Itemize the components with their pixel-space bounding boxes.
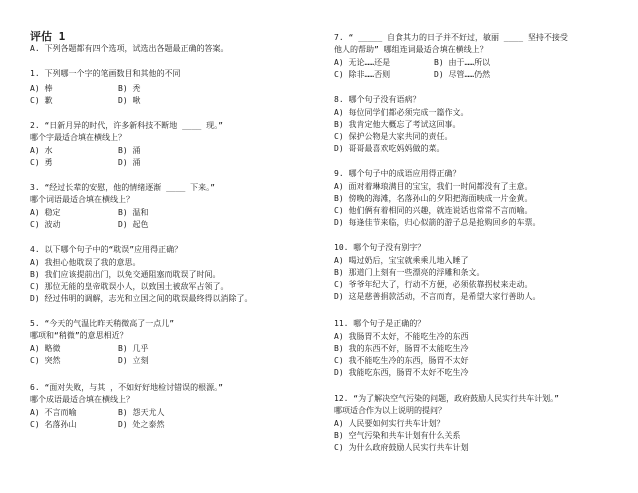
question-7-option-c[interactable]: C) 除非……否则: [334, 70, 391, 79]
page-title: 评估 1: [30, 30, 66, 43]
question-2-option-a[interactable]: A) 水: [30, 146, 53, 155]
question-6-option-a[interactable]: A) 不言而喻: [30, 408, 77, 417]
question-11-option-b[interactable]: B) 我的东西不好，肠胃不太能吃生冷: [334, 344, 469, 353]
question-7-option-a[interactable]: A) 无论……还是: [334, 58, 391, 67]
question-6-prompt: 哪个成语最适合填在横线上？: [30, 395, 134, 404]
question-8-option-a[interactable]: A) 每位同学们都必须完成一篇作文。: [334, 108, 469, 117]
question-3-prompt: 哪个词语最适合填在横线上？: [30, 195, 134, 204]
question-9-option-a[interactable]: A) 面对着琳琅满目的宝宝，我们一时间都没有了主意。: [334, 182, 533, 191]
question-3-option-d[interactable]: D) 起色: [118, 220, 149, 229]
question-6-option-d[interactable]: D) 处之泰然: [118, 420, 165, 429]
question-5-stem: 5. “今天的气温比昨天稍微高了一点儿”: [30, 319, 175, 328]
question-1-stem: 1. 下列哪一个字的笔画数目和其他的不同: [30, 69, 181, 78]
question-7-stem: 7. “ _____ 自食其力的日子并不好过，敏丽 ____ 坚持不接受: [334, 33, 568, 42]
question-3-option-a[interactable]: A) 稳定: [30, 208, 61, 217]
question-11-option-c[interactable]: C) 我不能吃生冷的东西，肠胃不太好: [334, 356, 469, 365]
question-8-option-d[interactable]: D) 哥哥最喜欢吃妈妈做的菜。: [334, 144, 445, 153]
question-12-option-b[interactable]: B) 空气污染和共车计划有什么关系: [334, 431, 461, 440]
question-10-option-d[interactable]: D) 这是慈善捐款活动，不言而育，是希望大家行善助人。: [334, 292, 541, 301]
question-6-stem: 6. “面对失败，与其 ，不如好好地检讨错误的根源。”: [30, 383, 223, 392]
question-3-option-c[interactable]: C) 波动: [30, 220, 61, 229]
question-5-option-b[interactable]: B) 几乎: [118, 344, 149, 353]
question-12-stem: 12. “为了解决空气污染的问题，政府鼓励人民实行共车计划。”: [334, 394, 559, 403]
question-12-prompt: 哪项适合作为以上说明的提问？: [334, 406, 446, 415]
question-4-option-c[interactable]: C) 那位无能的皇帝耽误小人，以致国土被敌军占领了。: [30, 282, 229, 291]
question-10-option-a[interactable]: A) 喝过奶后，宝宝就乘乘儿地入睡了: [334, 256, 469, 265]
question-6-option-c[interactable]: C) 名落孙山: [30, 420, 77, 429]
question-9-option-b[interactable]: B) 傍晚的海滩，名落孙山的夕阳把海面映成一片金黄。: [334, 194, 533, 203]
question-1-option-a[interactable]: A) 棒: [30, 84, 53, 93]
question-8-option-c[interactable]: C) 保护公物是大家共同的责任。: [334, 132, 453, 141]
question-6-option-b[interactable]: B) 怨天尤人: [118, 408, 165, 417]
question-12-option-a[interactable]: A) 人民要如何实行共车计划？: [334, 419, 445, 428]
question-10-stem: 10. 哪个句子没有别字？: [334, 243, 426, 252]
instruction: A. 下列各题都有四个选项，试选出各题最正确的答案。: [30, 44, 229, 53]
question-9-option-d[interactable]: D) 每逢佳节来临，归心似箭的游子总是抢购回乡的车票。: [334, 218, 541, 227]
question-12-option-c[interactable]: C) 为什么政府鼓励人民实行共车计划: [334, 443, 469, 452]
question-11-stem: 11. 哪个句子是正确的？: [334, 319, 426, 328]
question-10-option-c[interactable]: C) 爷爷年纪大了，行动不方便，必须依靠拐杖来走动。: [334, 280, 533, 289]
question-1-option-b[interactable]: B) 秃: [118, 84, 141, 93]
question-7-prompt: 他人的帮助” 哪组连词最适合填在横线上？: [334, 45, 488, 54]
question-8-stem: 8. 哪个句子没有语病？: [334, 95, 421, 104]
question-7-option-b[interactable]: B) 由于……所以: [434, 58, 491, 67]
question-1-option-d[interactable]: D) 啾: [118, 96, 141, 105]
question-2-prompt: 哪个字最适合填在横线上？: [30, 133, 126, 142]
question-4-option-d[interactable]: D) 经过伟明的调解，志光和立国之间的耽误最终得以消除了。: [30, 294, 253, 303]
question-7-option-d[interactable]: D) 尽管……仍然: [434, 70, 491, 79]
question-5-option-d[interactable]: D) 立刻: [118, 356, 149, 365]
question-2-option-b[interactable]: B) 涌: [118, 146, 141, 155]
question-11-option-a[interactable]: A) 我肠胃不太好，不能吃生冷的东西: [334, 332, 469, 341]
question-2-stem: 2. “日新月异的时代，许多新科技不断地 ____ 现。”: [30, 121, 223, 130]
question-4-option-a[interactable]: A) 我担心他耽误了我的意思。: [30, 258, 141, 267]
question-11-option-d[interactable]: D) 我能吃东西，肠胃不太好不吃生冷: [334, 368, 469, 377]
question-5-option-c[interactable]: C) 突然: [30, 356, 61, 365]
question-3-stem: 3. “经过长辈的安慰，他的情绪逐渐 ____ 下来。”: [30, 183, 215, 192]
question-5-prompt: 哪项和“稍微”的意思相近？: [30, 331, 128, 340]
question-1-option-c[interactable]: C) 歉: [30, 96, 53, 105]
question-2-option-d[interactable]: D) 涌: [118, 158, 141, 167]
question-5-option-a[interactable]: A) 略微: [30, 344, 61, 353]
question-9-stem: 9. 哪个句子中的成语应用得正确？: [334, 169, 461, 178]
question-3-option-b[interactable]: B) 温和: [118, 208, 149, 217]
question-4-stem: 4. 以下哪个句子中的“耽误”应用得正确？: [30, 245, 183, 254]
question-2-option-c[interactable]: C) 勇: [30, 158, 53, 167]
question-9-option-c[interactable]: C) 他们俩有着相同的兴趣，就连说话也常常不言而喻。: [334, 206, 533, 215]
question-4-option-b[interactable]: B) 我们应该提前出门，以免交通阻塞而耽误了时间。: [30, 270, 221, 279]
question-8-option-b[interactable]: B) 我肯定他大概忘了考试这回事。: [334, 120, 461, 129]
question-10-option-b[interactable]: B) 那道门上刻有一些漂亮的浮雕和条文。: [334, 268, 485, 277]
